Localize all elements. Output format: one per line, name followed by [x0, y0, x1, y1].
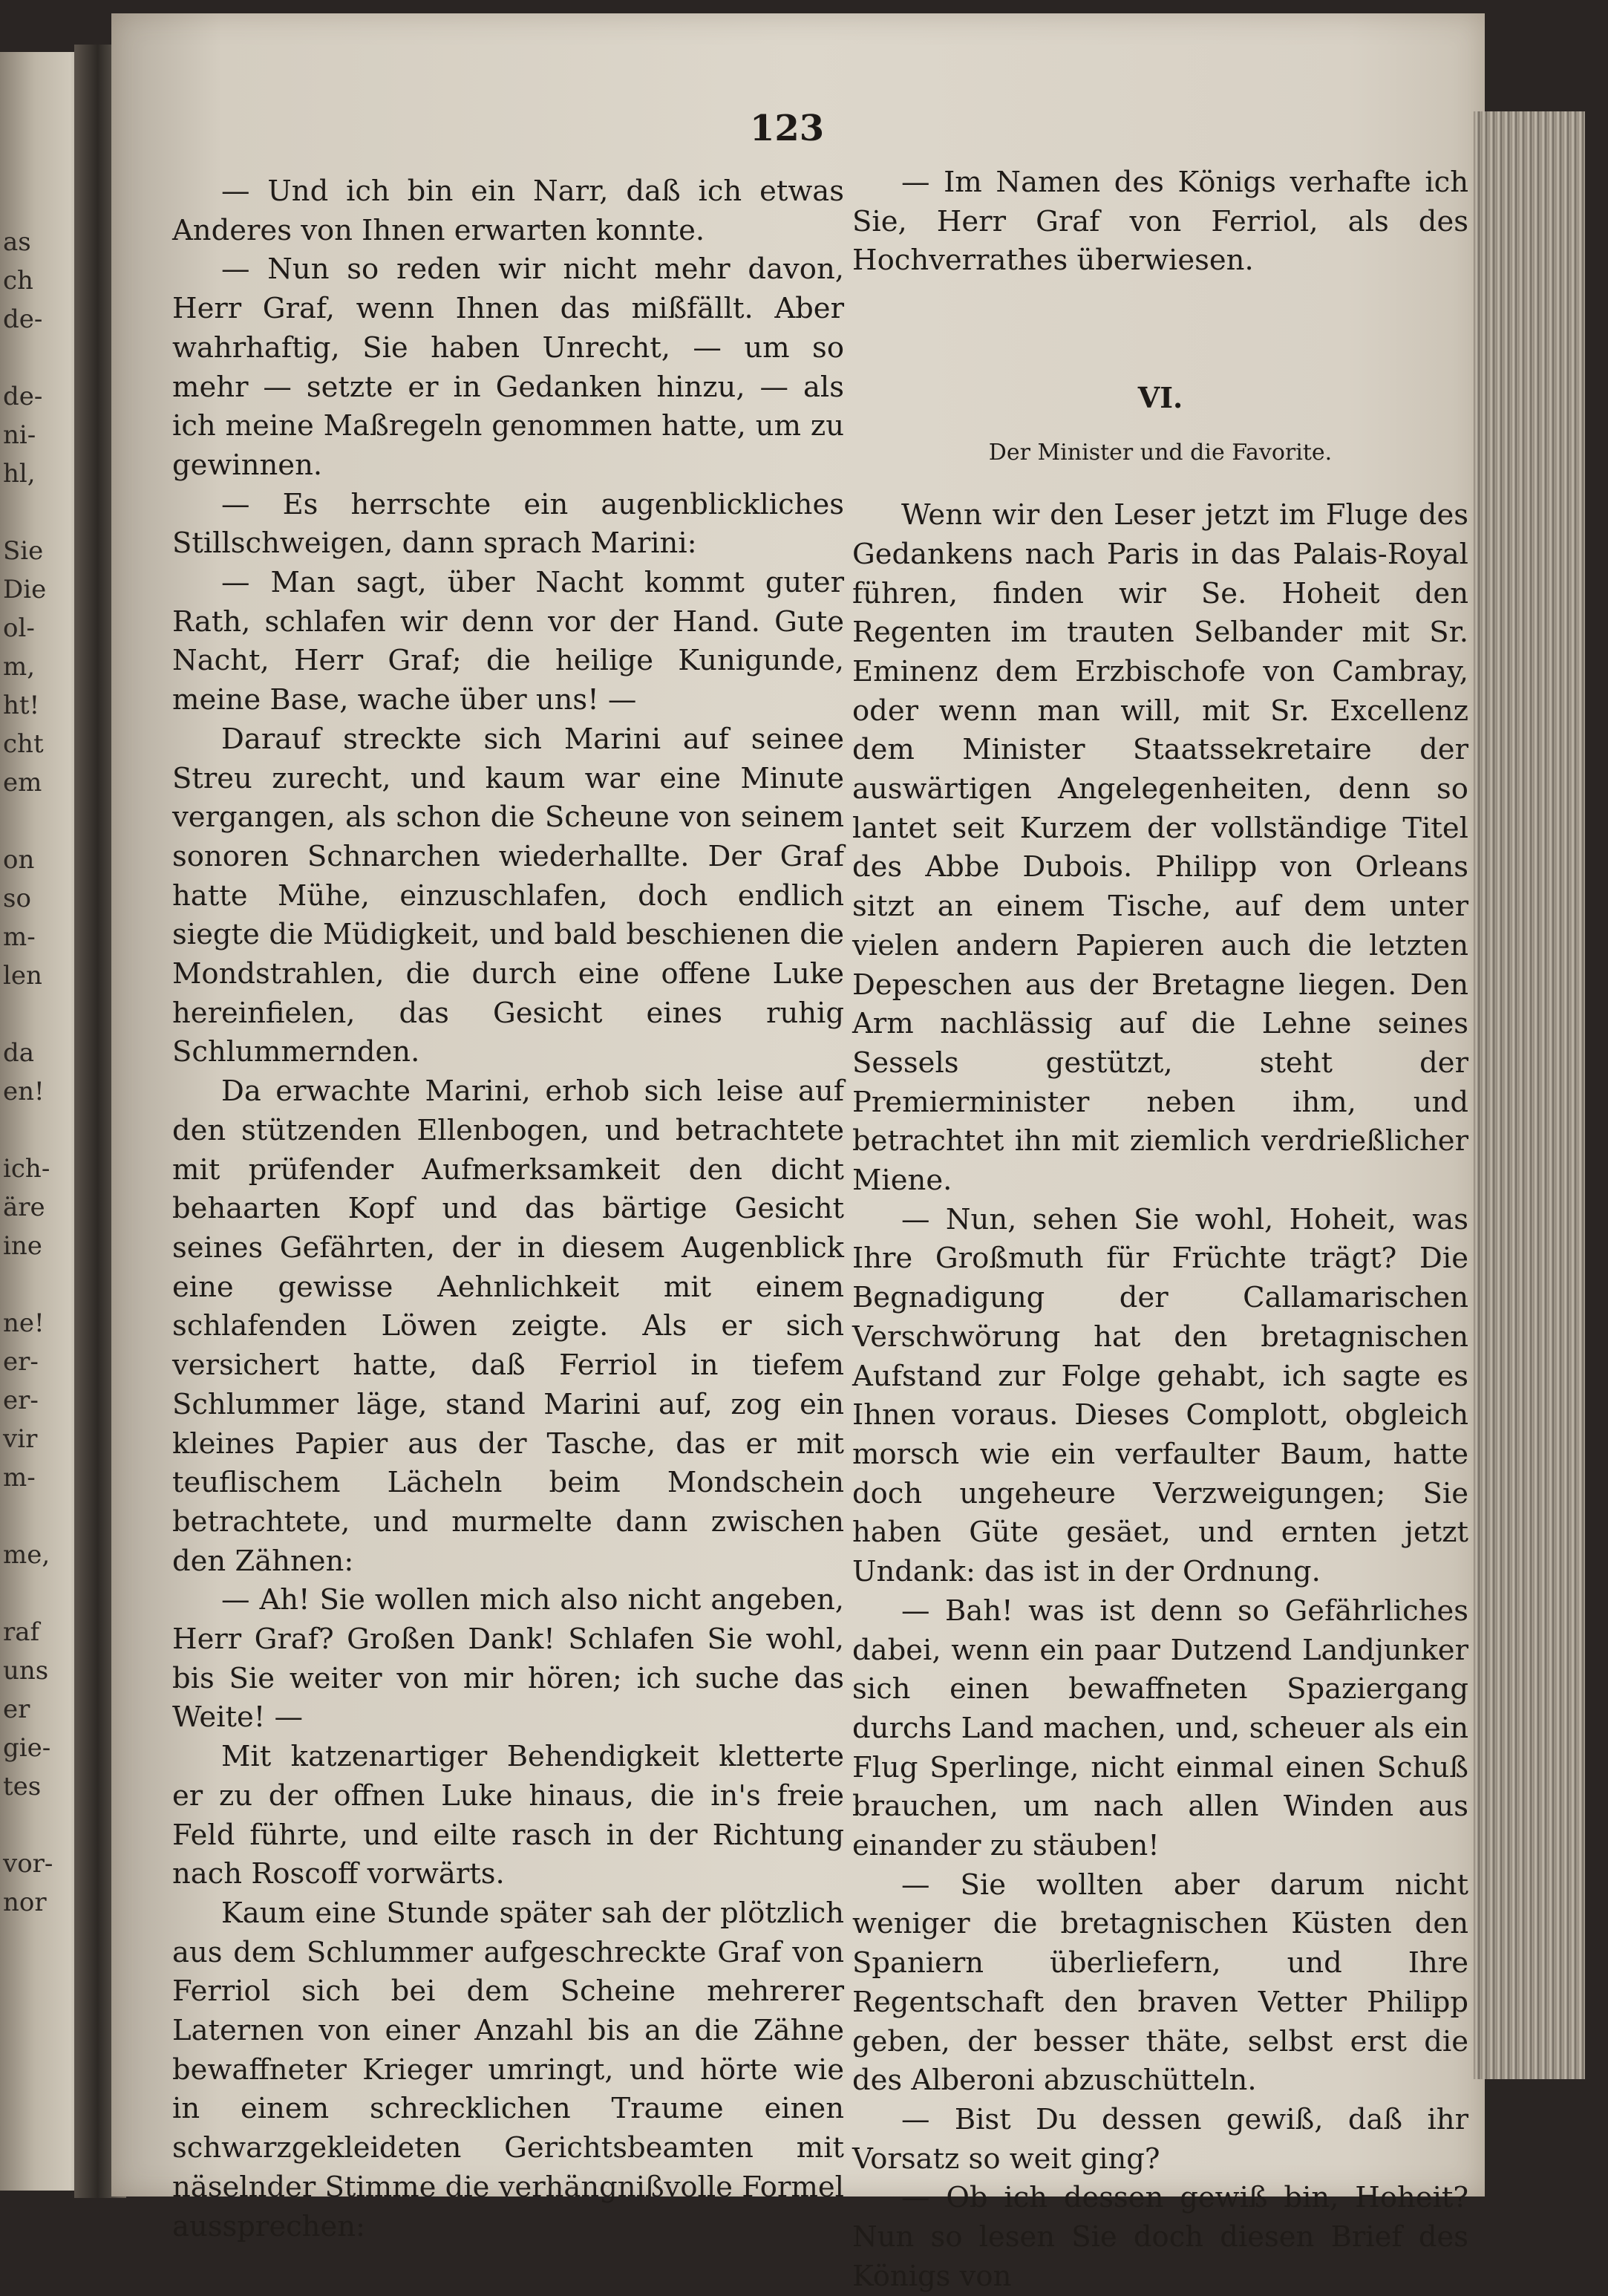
- margin-fragment: ich-: [3, 1154, 50, 1184]
- margin-fragment: vor-: [3, 1849, 53, 1879]
- paragraph: — Nun, sehen Sie wohl, Hoheit, was Ihre Großmuth für Früchte trägt? Die Begnadigung der Callamarischen Verschwörung hat den bretagnischen Aufstand zur Folge gehabt, ich sagte es Ihnen voraus. Dieses Complott, obgleich morsch wie ein verfaulter Baum, hatte doch ungeheure Verzweigungen; Sie haben Güte gesäet, und ernten jetzt Undank: das ist in der Ordnung.: [852, 1202, 1468, 1589]
- margin-fragment: da: [3, 1038, 35, 1068]
- chapter-title: Der Minister und die Favorite.: [988, 440, 1333, 466]
- margin-fragment: [3, 1497, 33, 1536]
- paragraph: — Es herrschte ein augenblickliches Stillschweigen, dann sprach Marini:: [172, 487, 844, 561]
- margin-fragment: m-: [3, 1463, 36, 1493]
- paragraph: — Und ich bin ein Narr, daß ich etwas Anderes von Ihnen erwarten konnte.: [172, 175, 844, 247]
- paragraph: Kaum eine Stunde später sah der plötzlich aus dem Schlummer aufgeschreckte Graf von Ferriol sich bei dem Scheine mehrerer Laternen von einer Anzahl bis an die Zähne bewaffneter Krieger umringt, und hörte wie in einem schrecklichen Traume einen schwarzgekleideten Gerichtsbeamten mit näselnder Stimme die verhängnißvolle Formel aussprechen:: [172, 1896, 844, 2243]
- paragraph: — Ob ich dessen gewiß bin, Hoheit? Nun so lesen Sie doch diesen Brief des Königs von: [852, 2181, 1468, 2293]
- margin-fragment: ch: [3, 266, 33, 296]
- margin-fragment: äre: [3, 1193, 45, 1222]
- margin-fragment: [3, 995, 33, 1034]
- facing-page-margin-text: [3, 223, 53, 1922]
- margin-fragment: [3, 1111, 33, 1149]
- margin-fragment: uns: [3, 1656, 49, 1686]
- paragraph: — Nun so reden wir nicht mehr davon, Herr Graf, wenn Ihnen das mißfällt. Aber wahrhaftig, Sie haben Unrecht, — um so mehr — setzte er in Gedanken hinzu, — als ich meine Maßregeln genommen hatte, um zu gewinnen.: [172, 252, 844, 482]
- margin-fragment: [3, 1806, 33, 1845]
- margin-fragment: ht!: [3, 691, 40, 720]
- right-column: [852, 163, 1468, 2296]
- margin-fragment: raf: [3, 1617, 40, 1647]
- margin-fragment: vir: [3, 1424, 38, 1454]
- margin-fragment: [3, 339, 33, 377]
- margin-fragment: m,: [3, 652, 36, 682]
- margin-fragment: em: [3, 768, 42, 798]
- margin-fragment: tes: [3, 1772, 42, 1801]
- margin-fragment: ol-: [3, 613, 35, 643]
- margin-fragment: de-: [3, 304, 43, 334]
- paragraph: — Sie wollten aber darum nicht weniger die bretagnischen Küsten den Spaniern überliefern, und Ihre Regentschaft den braven Vetter Philipp geben, der besser thäte, selbst erst die des Alberoni abzuschütteln.: [852, 1868, 1468, 2098]
- margin-fragment: [3, 493, 33, 532]
- margin-fragment: ne!: [3, 1308, 45, 1338]
- margin-fragment: [3, 802, 33, 841]
- paragraph: — Bah! was ist denn so Gefährliches dabei, wenn ein paar Dutzend Landjunker sich einen bewaffneten Spaziergang durchs Land machen, und, scheuer als ein Flug Sperlinge, nicht einmal einen Schuß brauchen, um nach allen Winden aus einander zu stäuben!: [852, 1594, 1468, 1863]
- margin-fragment: hl,: [3, 459, 36, 489]
- chapter-number: VI.: [1137, 381, 1183, 415]
- margin-fragment: [3, 1574, 33, 1613]
- margin-fragment: on: [3, 845, 35, 875]
- paragraph: — Im Namen des Königs verhafte ich Sie, Herr Graf von Ferriol, als des Hochverrathes überwiesen.: [852, 166, 1468, 278]
- margin-fragment: m-: [3, 922, 36, 952]
- paragraph: — Ah! Sie wollen mich also nicht angeben, Herr Graf? Großen Dank! Schlafen Sie wohl, bis Sie weiter von mir hören; ich suche das Weite! —: [172, 1583, 844, 1735]
- margin-fragment: Die: [3, 575, 47, 604]
- margin-fragment: len: [3, 961, 42, 991]
- margin-fragment: er: [3, 1695, 30, 1724]
- margin-fragment: er-: [3, 1386, 39, 1415]
- paragraph: Darauf streckte sich Marini auf seinee Streu zurecht, und kaum war eine Minute vergangen, als schon die Scheune von seinem sonoren Schnarchen wiederhallte. Der Graf hatte Mühe, einzuschlafen, doch endlich siegte die Müdigkeit, und bald beschienen die Mondstrahlen, die durch eine offene Luke hereinfielen, das Gesicht eines ruhig Schlummernden.: [172, 722, 844, 1069]
- margin-fragment: ni-: [3, 420, 36, 450]
- paragraph: — Man sagt, über Nacht kommt guter Rath, schlafen wir denn vor der Hand. Gute Nacht, Herr Graf; die heilige Kunigunde, meine Base, wache über uns! —: [172, 566, 844, 717]
- paragraph: Da erwachte Marini, erhob sich leise auf den stützenden Ellenbogen, und betrachtete mit prüfender Aufmerksamkeit den dicht behaarten Kopf und das bärtige Gesicht seines Gefährten, der in diesem Augenblick eine gewisse Aehnlichkeit mit einem schlafenden Löwen zeigte. Als er sich versichert hatte, daß Ferriol in tiefem Schlummer läge, stand Marini auf, zog ein kleines Papier aus der Tasche, das er mit teuflischem Lächeln beim Mondschein betrachtete, und murmelte dann zwischen den Zähnen:: [172, 1074, 844, 1578]
- margin-fragment: Sie: [3, 536, 44, 566]
- margin-fragment: [3, 1265, 33, 1304]
- margin-fragment: as: [3, 227, 31, 257]
- paragraph: Wenn wir den Leser jetzt im Fluge des Gedankens nach Paris in das Palais-Royal führen, finden wir Se. Hoheit den Regenten im trauten Selbander mit Sr. Eminenz dem Erzbischofe von Cambray, oder wenn man will, mit Sr. Excellenz dem Minister Staatssekretaire der auswärtigen Angelegenheiten, denn so lantet seit Kurzem der vollständige Titel des Abbe Dubois. Philipp von Orleans sitzt an einem Tische, auf dem unter vielen andern Papieren auch die letzten Depeschen aus der Bretagne liegen. Den Arm nachlässig auf die Lehne seines Sessels gestützt, steht der Premierminister neben ihm, und betrachtet ihn mit ziemlich verdrießlicher Miene.: [852, 498, 1468, 1198]
- margin-fragment: gie-: [3, 1733, 51, 1763]
- left-column: [172, 172, 844, 2246]
- margin-fragment: me,: [3, 1540, 50, 1570]
- margin-fragment: ine: [3, 1231, 42, 1261]
- margin-fragment: er-: [3, 1347, 39, 1377]
- margin-fragment: de-: [3, 382, 43, 411]
- margin-fragment: nor: [3, 1888, 47, 1917]
- paragraph: — Bist Du dessen gewiß, daß ihr Vorsatz so weit ging?: [852, 2102, 1468, 2176]
- margin-fragment: cht: [3, 729, 44, 759]
- paragraph: Mit katzenartiger Behendigkeit kletterte er zu der offnen Luke hinaus, die in's freie Feld führte, und eilte rasch in der Richtung nach Roscoff vorwärts.: [172, 1740, 844, 1891]
- margin-fragment: so: [3, 884, 31, 913]
- margin-fragment: en!: [3, 1077, 45, 1106]
- page-edges: [1474, 111, 1585, 2079]
- page-number: 123: [750, 108, 825, 149]
